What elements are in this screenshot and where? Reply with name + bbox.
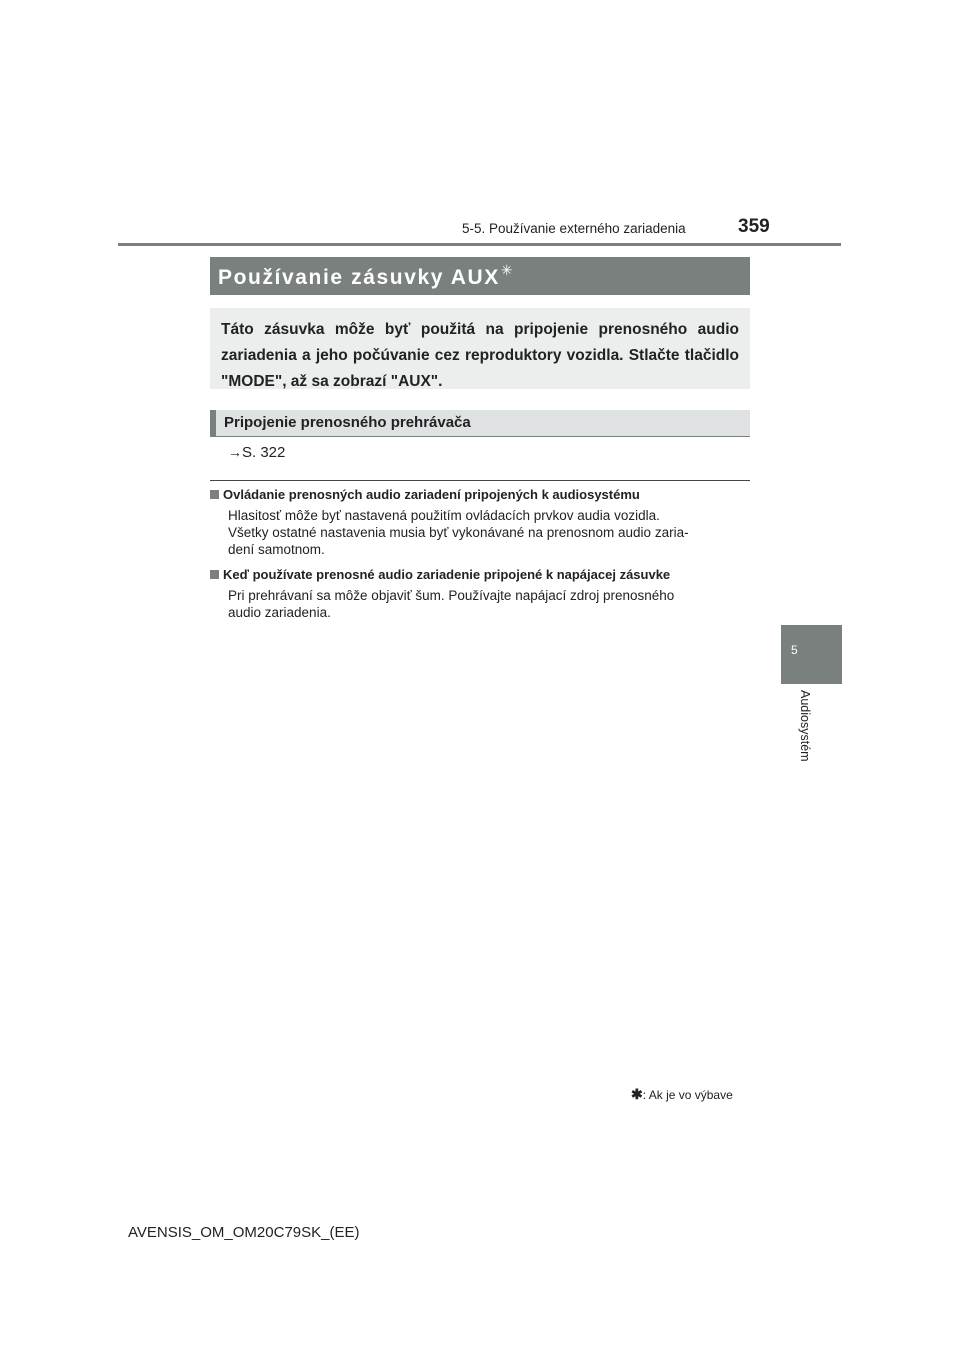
note-body: [228, 587, 746, 621]
page-reference-text: S. 322: [242, 444, 286, 461]
arrow-icon: →: [228, 444, 242, 460]
notes-divider: [210, 480, 750, 481]
section-title-bar: [210, 257, 750, 295]
chapter-number: 5: [791, 643, 798, 657]
note-line: dení samotnom.: [228, 542, 325, 557]
square-bullet-icon: [210, 490, 219, 499]
note-heading-text: Ovládanie prenosných audio zariadení pripojených k audiosystému: [223, 487, 640, 502]
note-heading: [210, 487, 640, 502]
note-line: Hlasitosť môže byť nastavená použitím ovládacích prvkov audia vozidla.: [228, 508, 660, 523]
header-rule: [118, 243, 841, 246]
asterisk-icon: ✱: [631, 1086, 643, 1102]
chapter-label: Audiosystém: [798, 690, 812, 762]
running-header-section: 5-5. Používanie externého zariadenia: [462, 221, 686, 236]
intro-box: [210, 308, 750, 389]
page-reference: [228, 444, 285, 461]
document-code: AVENSIS_OM_OM20C79SK_(EE): [128, 1224, 360, 1241]
note-body: [228, 507, 746, 558]
note-line: Pri prehrávaní sa môže objaviť šum. Používajte napájací zdroj prenosného: [228, 588, 675, 603]
page-number: 359: [738, 216, 770, 237]
square-bullet-icon: [210, 570, 219, 579]
note-line: Všetky ostatné nastavenia musia byť vykonávané na prenosnom audio zaria-: [228, 525, 689, 540]
intro-text: Táto zásuvka môže byť použitá na pripojenie prenosného audio zariadenia a jeho počúvanie cez reproduktory vozidla. Stlačte tlačidlo "MODE", až sa zobrazí "AUX".: [221, 321, 739, 390]
note-line: audio zariadenia.: [228, 605, 331, 620]
subsection-heading: Pripojenie prenosného prehrávača: [224, 414, 471, 431]
subsection-header: [210, 410, 750, 437]
footnote: [631, 1086, 733, 1103]
optional-equipment-marker: ✳: [500, 262, 513, 278]
section-title: [218, 262, 513, 290]
chapter-tab: [781, 625, 842, 684]
subsection-bar: [210, 410, 216, 436]
note-heading-text: Keď používate prenosné audio zariadenie pripojené k napájacej zásuvke: [223, 567, 671, 582]
note-heading: [210, 567, 670, 582]
footnote-text: : Ak je vo výbave: [642, 1088, 733, 1102]
section-title-text: Používanie zásuvky AUX: [218, 266, 500, 289]
